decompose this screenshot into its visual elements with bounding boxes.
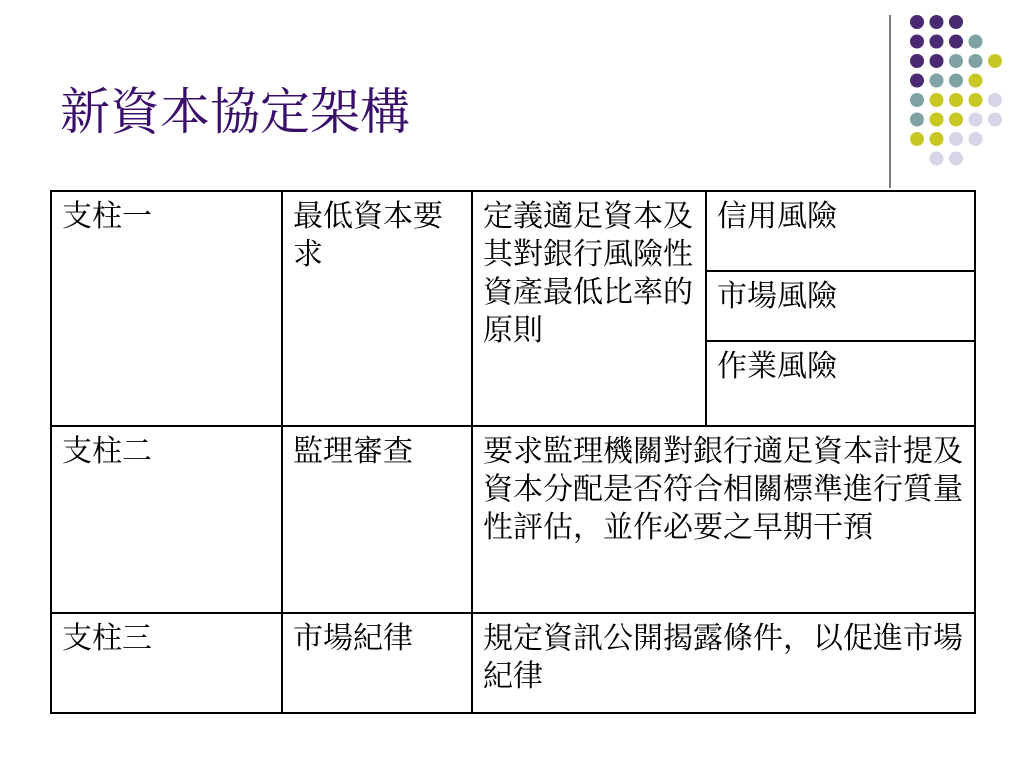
decorative-dot [969,35,983,49]
decorative-dot [949,15,963,29]
decorative-dot [969,113,983,127]
decorative-dot [910,54,924,68]
risk-market: 市場風險 [706,271,975,341]
pillar1-label: 支柱一 [51,191,282,426]
pillar3-topic: 市場紀律 [282,613,472,713]
decorative-dot [930,54,944,68]
decorative-dot [988,93,1002,107]
slide-title: 新資本協定架構 [60,83,410,141]
decorative-dot [910,132,924,146]
pillar2-description: 要求監理機關對銀行適足資本計提及資本分配是否符合相關標準進行質量性評估，並作必要之早期干預 [472,426,975,613]
decorative-dot [949,54,963,68]
decorative-dot [930,74,944,88]
decorative-dot [949,74,963,88]
pillar2-topic: 監理審查 [282,426,472,613]
decorative-dot [949,35,963,49]
decorative-dot [988,113,1002,127]
decorative-dot [910,74,924,88]
decorative-dot [969,132,983,146]
decorative-dot [969,74,983,88]
decorative-dot [910,93,924,107]
risk-operational: 作業風險 [706,341,975,426]
decorative-dot [930,35,944,49]
decorative-dot [949,132,963,146]
pillar1-description: 定義適足資本及其對銀行風險性資產最低比率的原則 [472,191,706,426]
framework-table [50,190,976,714]
pillar1-topic: 最低資本要求 [282,191,472,426]
decorative-dot [910,35,924,49]
decorative-dot [930,113,944,127]
decorative-dot [930,132,944,146]
decorative-dot [930,15,944,29]
decorative-dot [949,93,963,107]
decorative-dot [969,54,983,68]
decorative-dot [949,152,963,166]
pillar2-label: 支柱二 [51,426,282,613]
decorative-dot [910,113,924,127]
pillar3-label: 支柱三 [51,613,282,713]
risk-credit: 信用風險 [706,191,975,271]
decorative-dot [910,15,924,29]
decorative-dot [969,93,983,107]
decorative-dot [930,152,944,166]
decorative-dot [930,93,944,107]
decorative-dot [949,113,963,127]
divider-line [889,15,891,188]
decorative-dot [988,54,1002,68]
pillar3-description: 規定資訊公開揭露條件，以促進市場紀律 [472,613,975,713]
